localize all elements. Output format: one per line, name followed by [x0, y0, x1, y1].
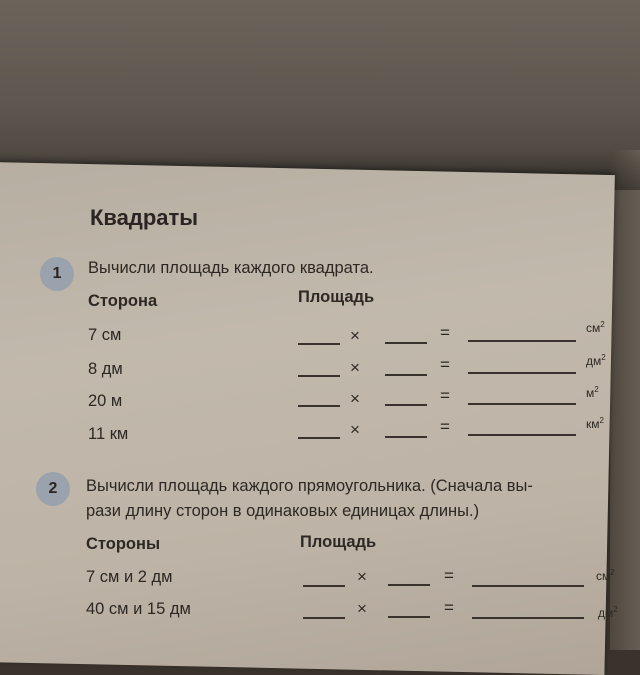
task-2-row-2-sides: 40 см и 15 дм — [86, 600, 191, 618]
task-1-row-3-blank-b[interactable] — [385, 404, 427, 406]
task-1-row-2-side: 8 дм — [88, 360, 123, 378]
task-1-row-4-blank-b[interactable] — [385, 436, 427, 438]
task-2-row-1-unit: $см^2$ — [596, 568, 615, 583]
equals-sign: = — [440, 386, 450, 405]
background-surface — [0, 0, 640, 175]
task-2-badge — [36, 472, 70, 506]
task-1-row-3-unit: $м^2$ — [586, 385, 599, 400]
task-2-row-1-blank-a[interactable] — [303, 585, 345, 587]
task-2-row-2-blank-b[interactable] — [388, 616, 430, 618]
task-2-row-2-blank-a[interactable] — [303, 617, 345, 619]
times-sign: × — [350, 326, 360, 345]
task-1-col-side: Сторона — [88, 292, 158, 310]
task-2-instruction-line-2: рази длину сторон в одинаковых единицах длины.) — [86, 502, 480, 520]
task-2-instruction-line-1: Вычисли площадь каждого прямоугольника. (Сначала вы- — [86, 477, 533, 495]
task-1-row-1-blank-b[interactable] — [385, 342, 427, 344]
task-1-row-3-blank-a[interactable] — [298, 405, 340, 407]
task-1-row-3-answer[interactable] — [468, 403, 576, 405]
task-1-row-4-answer[interactable] — [468, 434, 576, 436]
task-1-row-1-answer[interactable] — [468, 340, 576, 342]
task-2-row-1-blank-b[interactable] — [388, 584, 430, 586]
task-2-row-2-unit: $дм^2$ — [598, 605, 618, 620]
times-sign: × — [350, 389, 360, 408]
task-1-number: 1 — [52, 265, 62, 282]
task-1-col-area: Площадь — [298, 288, 375, 306]
equals-sign: = — [440, 323, 450, 342]
times-sign: × — [357, 567, 367, 586]
workbook-page — [0, 162, 615, 675]
task-2-col-area: Площадь — [300, 533, 377, 551]
task-1-row-2-answer[interactable] — [468, 372, 576, 374]
task-1-instruction: Вычисли площадь каждого квадрата. — [88, 259, 374, 277]
task-1-row-4-unit: $км^2$ — [586, 416, 604, 431]
times-sign: × — [357, 599, 367, 618]
task-1-row-1-unit: $см^2$ — [586, 320, 605, 335]
task-2-row-2-answer[interactable] — [472, 617, 584, 619]
task-2-row-1-answer[interactable] — [472, 585, 584, 587]
equals-sign: = — [444, 566, 454, 585]
task-2-row-1-sides: 7 см и 2 дм — [86, 568, 173, 586]
task-1-badge — [40, 257, 74, 291]
page-title: Квадраты — [90, 205, 199, 230]
task-2-number: 2 — [48, 480, 58, 497]
task-1-row-4-blank-a[interactable] — [298, 437, 340, 439]
task-1-row-2-blank-a[interactable] — [298, 375, 340, 377]
times-sign: × — [350, 420, 360, 439]
times-sign: × — [350, 358, 360, 377]
equals-sign: = — [440, 417, 450, 436]
task-1-row-2-blank-b[interactable] — [385, 374, 427, 376]
task-1-row-1-side: 7 см — [88, 326, 122, 344]
task-1-row-4-side: 11 км — [88, 425, 129, 443]
equals-sign: = — [444, 598, 454, 617]
task-1-row-2-unit: $дм^2$ — [586, 353, 606, 368]
task-1-row-3-side: 20 м — [88, 392, 123, 410]
task-2-col-sides: Стороны — [86, 535, 161, 553]
equals-sign: = — [440, 355, 450, 374]
task-1-row-1-blank-a[interactable] — [298, 343, 340, 345]
